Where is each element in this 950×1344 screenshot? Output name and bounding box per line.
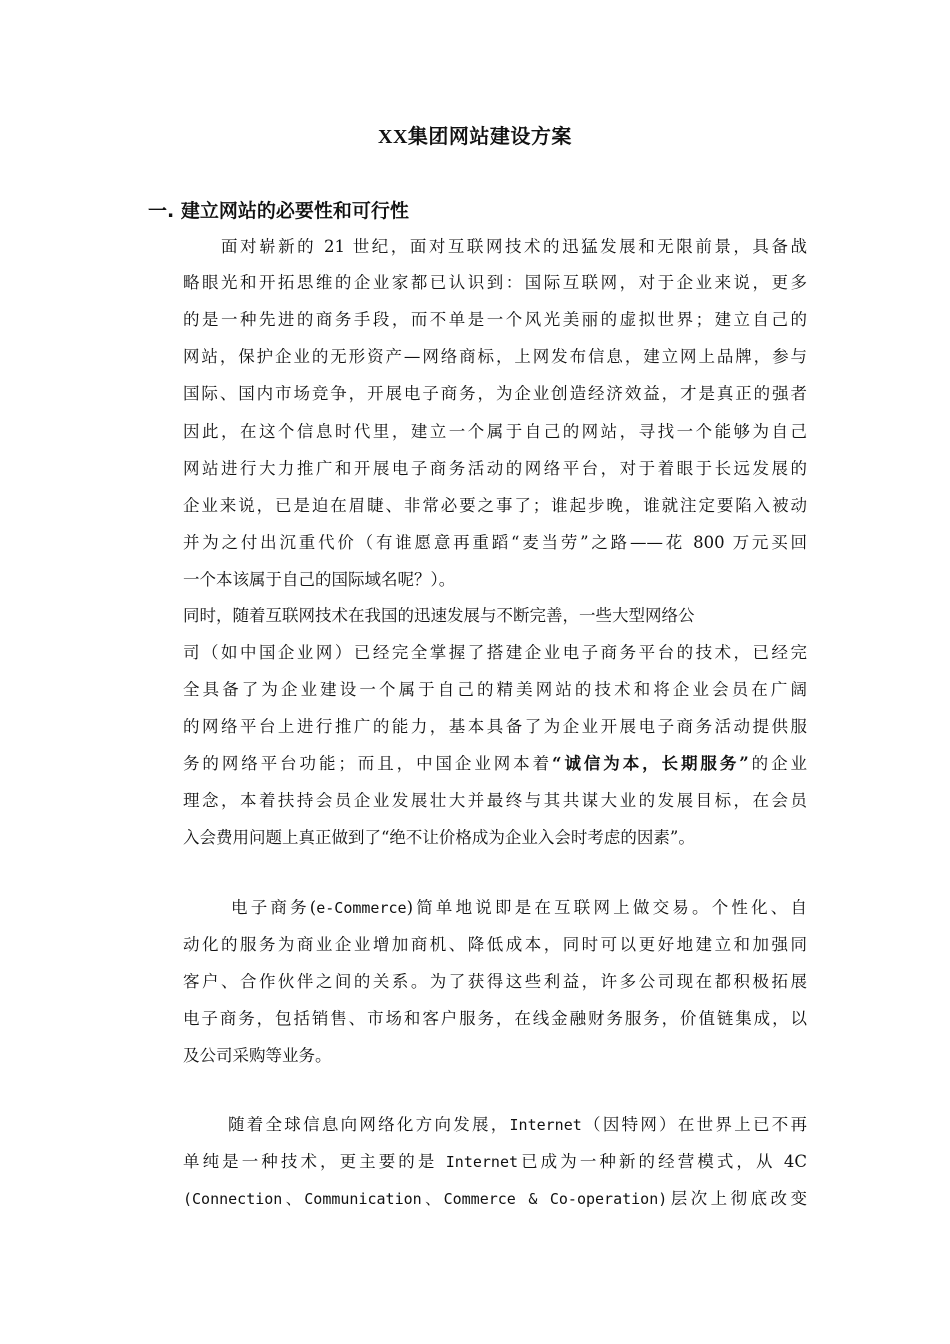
- emphasis-text: “诚信为本，长期服务”: [552, 754, 749, 773]
- paragraph-line: 网站，保护企业的无形资产—网络商标，上网发布信息，建立网上品牌，参与: [183, 347, 807, 366]
- section-heading: 一. 建立网站的必要性和可行性: [148, 200, 409, 222]
- latin-term: e-Commerce: [316, 899, 407, 917]
- paragraph-line: [183, 1149, 807, 1175]
- paragraph-line: [231, 895, 807, 921]
- text-run: （因特网）在世界上已不再: [581, 1115, 808, 1134]
- paragraph-line: 入会费用问题上真正做到了“绝不让价格成为企业入会时考虑的因素”。: [183, 828, 695, 847]
- latin-term: Internet: [509, 1116, 582, 1134]
- paragraph-line: 因此，在这个信息时代里，建立一个属于自己的网站，寻找一个能够为自己: [183, 422, 807, 441]
- text-run: 的企业: [748, 754, 808, 773]
- paragraph-line: 的是一种先进的商务手段，而不单是一个风光美丽的虚拟世界；建立自己的: [183, 310, 807, 329]
- paragraph-line: 国际、国内市场竞争，开展电子商务，为企业创造经济效益，才是真正的强者: [183, 384, 807, 403]
- paragraph-line: 并为之付出沉重代价（有谁愿意再重蹈“麦当劳”之路——花 800 万元买回: [183, 533, 807, 552]
- text-run: 层次上彻底改变: [667, 1189, 808, 1208]
- paragraph-line: 同时，随着互联网技术在我国的迅速发展与不断完善，一些大型网络公: [183, 606, 695, 625]
- latin-term: (Connection、Communication、Commerce & Co-operation): [183, 1190, 668, 1208]
- paragraph-line: 理念，本着扶持会员企业发展壮大并最终与其共谋大业的发展目标，在会员: [183, 791, 807, 810]
- paragraph-line: 及公司采购等业务。: [183, 1046, 332, 1065]
- paragraph-line: 电子商务，包括销售、市场和客户服务，在线金融财务服务，价值链集成，以: [183, 1009, 807, 1028]
- text-run: 电子商务(: [231, 898, 317, 917]
- text-run: 随着全球信息向网络化方向发展，: [228, 1115, 510, 1134]
- paragraph-line: 动化的服务为商业企业增加商机、降低成本，同时可以更好地建立和加强同: [183, 935, 807, 954]
- paragraph-line: [228, 1112, 807, 1138]
- paragraph-line: [183, 1186, 807, 1212]
- paragraph-line: 面对崭新的 21 世纪，面对互联网技术的迅猛发展和无限前景，具备战: [221, 237, 807, 256]
- paragraph-line: 网站进行大力推广和开展电子商务活动的网络平台，对于着眼于长远发展的: [183, 459, 807, 478]
- document-title: XX集团网站建设方案: [378, 126, 572, 148]
- text-run: 单纯是一种技术，更主要的是: [183, 1152, 446, 1171]
- paragraph-line: 全具备了为企业建设一个属于自己的精美网站的技术和将企业会员在广阔: [183, 680, 807, 699]
- latin-term: Internet: [445, 1153, 519, 1171]
- paragraph-line: 一个本该属于自己的国际域名呢？）。: [183, 570, 456, 589]
- paragraph-line: [183, 751, 807, 777]
- paragraph-line: 企业来说，已是迫在眉睫、非常必要之事了；谁起步晚，谁就注定要陷入被动: [183, 496, 807, 515]
- paragraph-line: 略眼光和开拓思维的企业家都已认识到：国际互联网，对于企业来说，更多: [183, 273, 807, 292]
- paragraph-line: 司（如中国企业网）已经完全掌握了搭建企业电子商务平台的技术，已经完: [183, 643, 807, 662]
- paragraph-line: 的网络平台上进行推广的能力，基本具备了为企业开展电子商务活动提供服: [183, 717, 807, 736]
- paragraph-line: 客户、合作伙伴之间的关系。为了获得这些利益，许多公司现在都积极拓展: [183, 972, 807, 991]
- text-run: 务的网络平台功能；而且，中国企业网本着: [183, 754, 553, 773]
- text-run: )简单地说即是在互联网上做交易。个性化、自: [406, 898, 808, 917]
- text-run: 已成为一种新的经营模式，从 4C: [518, 1152, 807, 1171]
